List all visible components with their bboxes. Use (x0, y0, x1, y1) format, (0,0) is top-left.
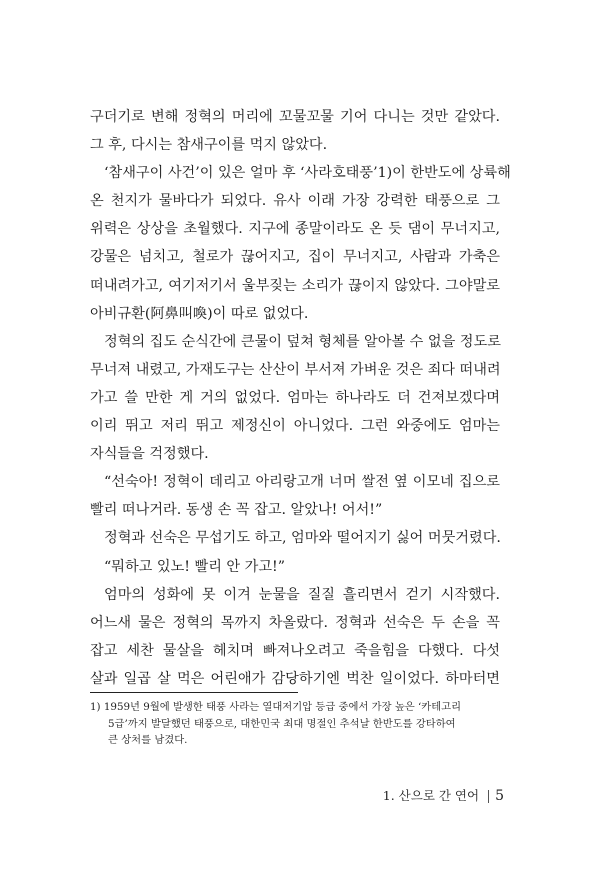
text-line: 강물은 넘치고, 철로가 끊어지고, 집이 무너지고, 사람과 가축은 (90, 249, 500, 266)
text-line: 온 천지가 물바다가 되었다. 유사 이래 가장 강력한 태풍으로 그 (90, 193, 500, 210)
footer-separator (488, 790, 489, 803)
text-line: 엄마의 성화에 못 이겨 눈물을 질질 흘리면서 걷기 시작했다. (104, 586, 500, 603)
body-text (90, 103, 511, 693)
text-line: ‘참새구이 사건’이 있은 얼마 후 ‘사라호태풍’1)이 한반도에 상륙해 (104, 165, 511, 182)
footnote (90, 699, 502, 749)
text-line: 정혁과 선숙은 무섭기도 하고, 엄마와 떨어지기 싫어 머뭇거렸다. (104, 530, 501, 547)
text-line: 잡고 세찬 물살을 헤치며 빠져나오려고 죽을힘을 다했다. 다섯 (90, 642, 500, 659)
footnote-line: 큰 상처를 남겼다. (108, 734, 188, 746)
text-line: 무너져 내렸고, 가재도구는 산산이 부서져 가벼운 것은 죄다 떠내려 (90, 361, 501, 378)
text-line: 어느새 물은 정혁의 목까지 차올랐다. 정혁과 선숙은 두 손을 꼭 (90, 614, 500, 631)
text-line: 살과 일곱 살 먹은 어린애가 감당하기엔 벅찬 일이었다. 하마터면 (90, 670, 500, 687)
footnote-line: 5급’까지 발달했던 태풍으로, 대한민국 최대 명절인 추석날 한반도를 강타하여 (108, 717, 456, 730)
chapter-title: 1. 산으로 간 연어 (382, 788, 480, 803)
text-line: 자식들을 걱정했다. (90, 446, 209, 463)
page-number: 5 (495, 788, 504, 804)
text-line: “뭐하고 있노! 빨리 안 가고!” (104, 558, 285, 575)
text-line: 정혁의 집도 순식간에 큰물이 덮쳐 형체를 알아볼 수 없을 정도로 (104, 333, 501, 350)
footnote-divider (90, 692, 298, 693)
text-line: 아비규환(阿鼻叫喚)이 따로 없었다. (90, 305, 309, 322)
text-line: “선숙아! 정혁이 데리고 아리랑고개 너머 쌀전 옆 이모네 집으로 (104, 474, 500, 491)
text-line: 구더기로 변해 정혁의 머리에 꼬물꼬물 기어 다니는 것만 같았다. (90, 109, 500, 125)
text-line: 위력은 상상을 초월했다. 지구에 종말이라도 온 듯 댐이 무너지고, (90, 221, 500, 238)
text-line: 가고 쓸 만한 게 거의 없었다. 엄마는 하나라도 더 건져보겠다며 (90, 389, 500, 406)
text-line: 그 후, 다시는 참새구이를 먹지 않았다. (90, 137, 328, 154)
running-footer (383, 787, 504, 805)
text-line: 떠내려가고, 여기저기서 울부짖는 소리가 끊이지 않았다. 그야말로 (90, 277, 500, 294)
footnote-line: 1) 1959년 9월에 발생한 태풍 사라는 열대저기압 등급 중에서 가장 높은 ‘카테고리 (90, 701, 462, 713)
text-line: 빨리 떠나거라. 동생 손 꼭 잡고. 알았나! 어서!” (90, 502, 383, 519)
text-line: 이리 뛰고 저리 뛰고 제정신이 아니었다. 그런 와중에도 엄마는 (90, 418, 500, 435)
